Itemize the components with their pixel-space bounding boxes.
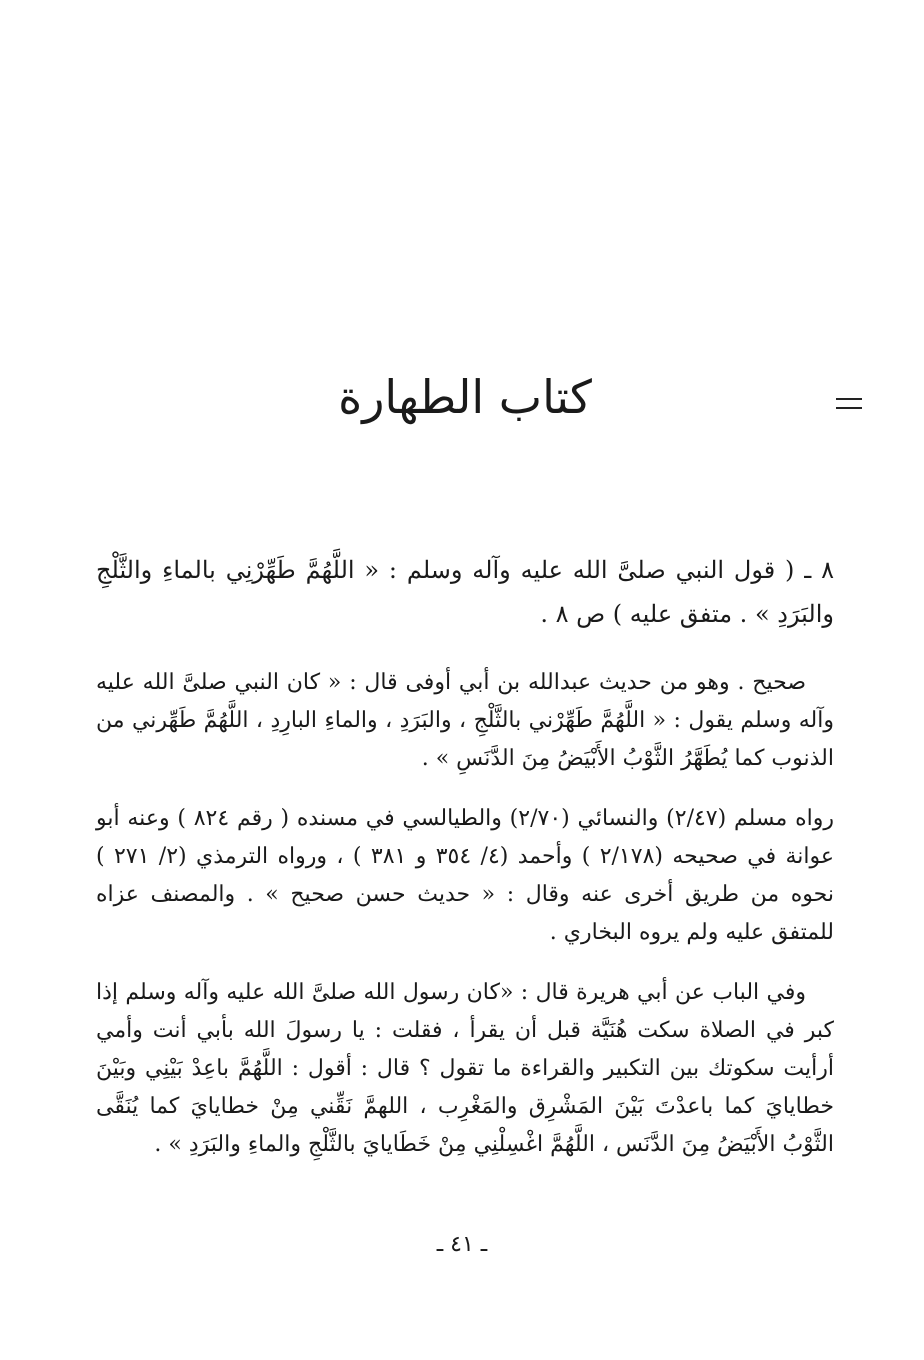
chapter-title: كتاب الطهارة (338, 370, 592, 424)
page-number: ـ ٤١ ـ (436, 1232, 488, 1257)
sources-paragraph: رواه مسلم (٢/٤٧) والنسائي (٢/٧٠) والطيالسي في مسنده ( رقم ٨٢٤ ) وعنه أبو عوانة في صحيحه (٢/١٧٨ ) وأحمد (٤/ ٣٥٤ و ٣٨١ ) ، ورواه الترمذي (٢/ ٢٧١ ) نحوه من طريق أخرى عنه وقال : « حديث حسن صحيح » . والمصنف عزاه للمتفق عليه ولم يروه البخاري . (96, 806, 835, 945)
hadith-statement: ٨ ـ ( قول النبي صلىَّ الله عليه وآله وسلم : « اللَّهُمَّ طَهِّرْنِي بالماءِ والثَّلْجِ والبَرَدِ » . متفق عليه ) ص ٨ . (96, 556, 834, 628)
related-hadith-paragraph: وفي الباب عن أبي هريرة قال : «كان رسول الله صلىَّ الله عليه وآله وسلم إذا كبر في الصلاة سكت هُنَيَّة قبل أن يقرأ ، فقلت : يا رسولَ الله بأبي أنت وأمي أرأيت سكوتك بين التكبير والقراءة ما تقول ؟ قال : أقول : اللَّهُمَّ باعِدْ بَيْنِي وبَيْنَ خطايايَ كما باعدْتَ بَيْنَ المَشْرِق والمَغْرِب ، اللهمَّ نَقِّني مِنْ خطايايَ كما يُنَقَّى الثَّوْبُ الأَبْيَضُ مِنَ الدَّنَس ، اللَّهُمَّ اغْسِلْنِي مِنْ خَطَايايَ بالثَّلْجِ والماءِ والبَرَدِ » . (96, 980, 834, 1157)
grading-paragraph: صحيح . وهو من حديث عبدالله بن أبي أوفى قال : « كان النبي صلىَّ الله عليه وآله وسلم يقول : « اللَّهُمَّ طَهِّرْني بالثَّلْجِ ، والبَرَدِ ، والماءِ البارِدِ ، اللَّهُمَّ طَهِّرني من الذنوب كما يُطَهَّرُ الثَّوْبُ الأَبْيَضُ مِنَ الدَّنَسِ » . (96, 670, 834, 771)
document-body (96, 548, 834, 1186)
heading-ornament-icon (836, 398, 862, 412)
chapter-heading (80, 370, 850, 450)
